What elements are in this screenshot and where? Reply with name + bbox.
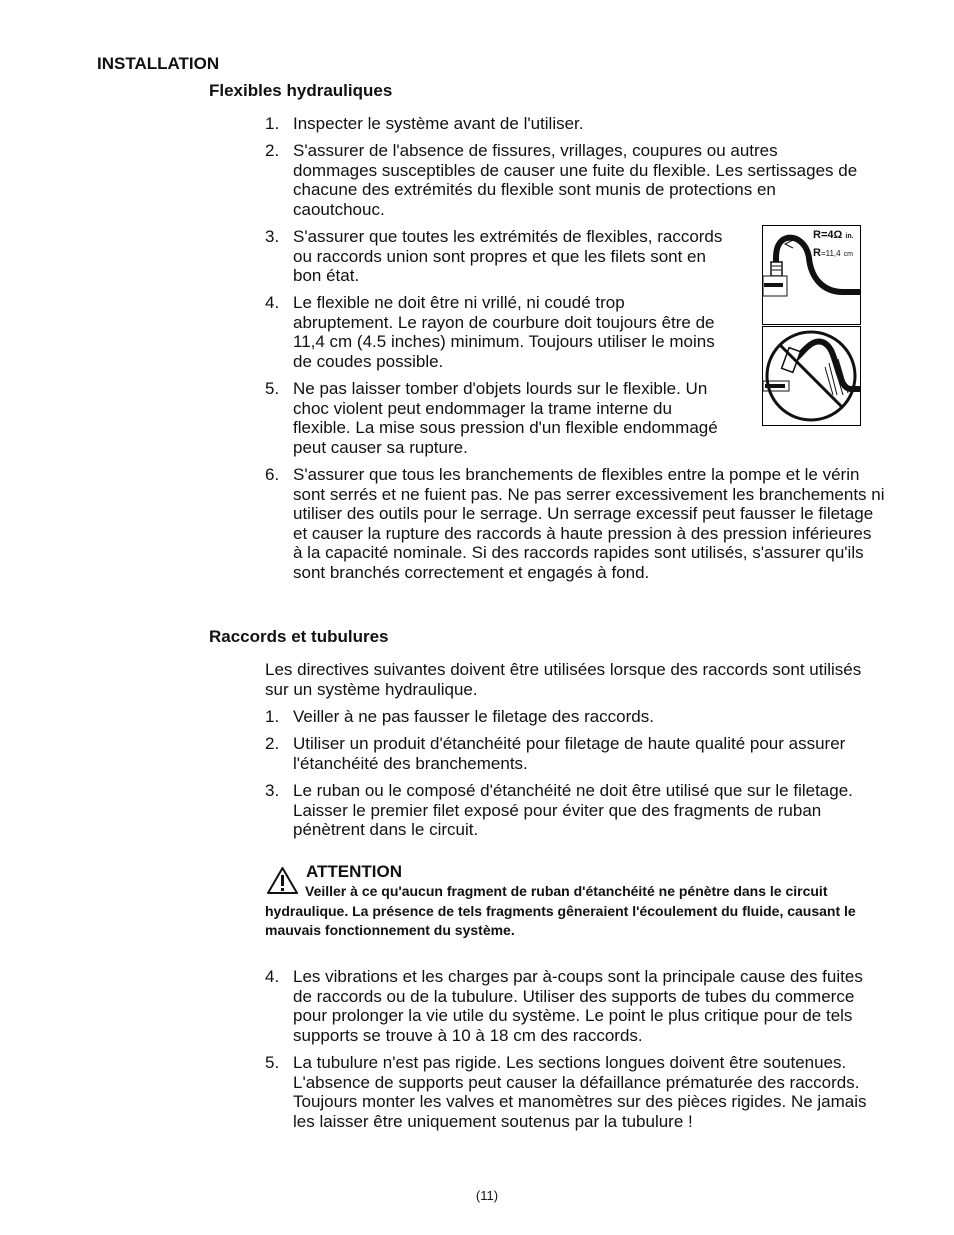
list-item-text: Veiller à ne pas fausser le filetage des raccords. bbox=[293, 707, 654, 726]
list-item-number: 6. bbox=[265, 465, 280, 484]
prohibited-bend-illustration bbox=[763, 327, 860, 425]
list-item-text: Ne pas laisser tomber d'objets lourds sur le flexible. Un choc violent peut endommager la trame interne du flexible. La mise sous pression d'un flexible endommagé peut causer sa rupture. bbox=[293, 379, 718, 457]
radius-cm-label bbox=[813, 247, 853, 259]
list-item-text: Le flexible ne doit être ni vrillé, ni coudé trop abruptement. Le rayon de courbure doit toujours être de 11,4 cm (4.5 inches) minimum. Toujours utiliser le moins de coudes possible. bbox=[293, 293, 715, 371]
radius-symbol: R bbox=[813, 247, 821, 259]
list-item bbox=[265, 465, 885, 582]
list-item-number: 3. bbox=[265, 781, 280, 800]
radius-cm-value: =11,4 bbox=[820, 249, 841, 258]
list-item bbox=[265, 114, 725, 134]
list-item bbox=[265, 781, 880, 840]
list-item-text: S'assurer de l'absence de fissures, vrillages, coupures ou autres dommages susceptibles de causer une fuite du flexible. Les sertissages de chacune des extrémités du flexible sont munis de protections en caoutchouc. bbox=[293, 141, 858, 219]
list-item-text: S'assurer que tous les branchements de flexibles entre la pompe et le vérin sont serrés et ne fuient pas. Ne pas serrer excessivement les branchements ni utiliser des outils pour le serrage. Un serrage excessif peut fausser le filetage et causer la rupture des raccords à haute pression à des pression inférieures à la capacité nominale. Si des raccords rapides sont utilisés, s'assurer qu'ils sont branchés correctement et engagés à fond. bbox=[293, 465, 885, 582]
section-title: INSTALLATION bbox=[97, 54, 220, 73]
fittings-intro: Les directives suivantes doivent être utilisées lorsque des raccords sont utilisés sur un système hydraulique. bbox=[265, 660, 862, 699]
list-item bbox=[265, 227, 727, 286]
list-item bbox=[265, 141, 865, 219]
radius-inches-value: =4Ω bbox=[820, 229, 843, 241]
list-item-number: 1. bbox=[265, 707, 280, 726]
hose-bend-correct-figure bbox=[762, 225, 861, 325]
radius-symbol: R bbox=[813, 229, 821, 241]
list-item-number: 2. bbox=[265, 734, 280, 753]
warning-body: Veiller à ce qu'aucun fragment de ruban d'étanchéité ne pénètre dans le circuit hydraulique. La présence de tels fragments gêneraient l'écoulement du fluide, causant le mauvais fonctionnement du système. bbox=[265, 883, 856, 938]
list-item-number: 4. bbox=[265, 967, 280, 986]
hoses-heading: Flexibles hydrauliques bbox=[209, 81, 393, 100]
list-item-number: 5. bbox=[265, 379, 280, 398]
list-item-number: 5. bbox=[265, 1053, 280, 1072]
list-item-text: Utiliser un produit d'étanchéité pour filetage de haute qualité pour assurer l'étanchéité des branchements. bbox=[293, 734, 846, 773]
list-item-text: La tubulure n'est pas rigide. Les sections longues doivent être soutenues. L'absence de supports peut causer la défaillance prématurée des raccords. Toujours monter les valves et manomètres sur des pièces rigides. Ne jamais les laisser être uniquement soutenus par la tubulure ! bbox=[293, 1053, 867, 1131]
hose-bend-incorrect-figure bbox=[762, 326, 861, 426]
list-item bbox=[265, 967, 885, 1045]
list-item-number: 1. bbox=[265, 114, 280, 133]
radius-inches-unit: in. bbox=[845, 233, 854, 240]
radius-inches-label bbox=[813, 229, 854, 241]
warning-title: ATTENTION bbox=[306, 862, 403, 881]
list-item-text: Le ruban ou le composé d'étanchéité ne doit être utilisé que sur le filetage. Laisser le premier filet exposé pour éviter que des fragments de ruban pénètrent dans le circuit. bbox=[293, 781, 853, 839]
fittings-heading: Raccords et tubulures bbox=[209, 627, 389, 646]
list-item-number: 3. bbox=[265, 227, 280, 246]
list-item bbox=[265, 293, 715, 371]
page-number: (11) bbox=[475, 1188, 499, 1203]
list-item bbox=[265, 734, 865, 773]
list-item bbox=[265, 1053, 885, 1131]
list-item bbox=[265, 707, 865, 727]
list-item bbox=[265, 379, 730, 457]
list-item-number: 4. bbox=[265, 293, 280, 312]
radius-cm-unit: cm bbox=[843, 251, 854, 258]
list-item-text: Les vibrations et les charges par à-coups sont la principale cause des fuites de raccords ou de la tubulure. Utiliser des supports de tubes du commerce pour prolonger la vie utile du système. Le point le plus critique pour de tels supports se trouve à 10 à 18 cm des raccords. bbox=[293, 967, 863, 1045]
list-item-text: Inspecter le système avant de l'utiliser. bbox=[293, 114, 584, 133]
list-item-text: S'assurer que toutes les extrémités de flexibles, raccords ou raccords union sont propres et que les filets sont en bon état. bbox=[293, 227, 723, 285]
list-item-number: 2. bbox=[265, 141, 280, 160]
